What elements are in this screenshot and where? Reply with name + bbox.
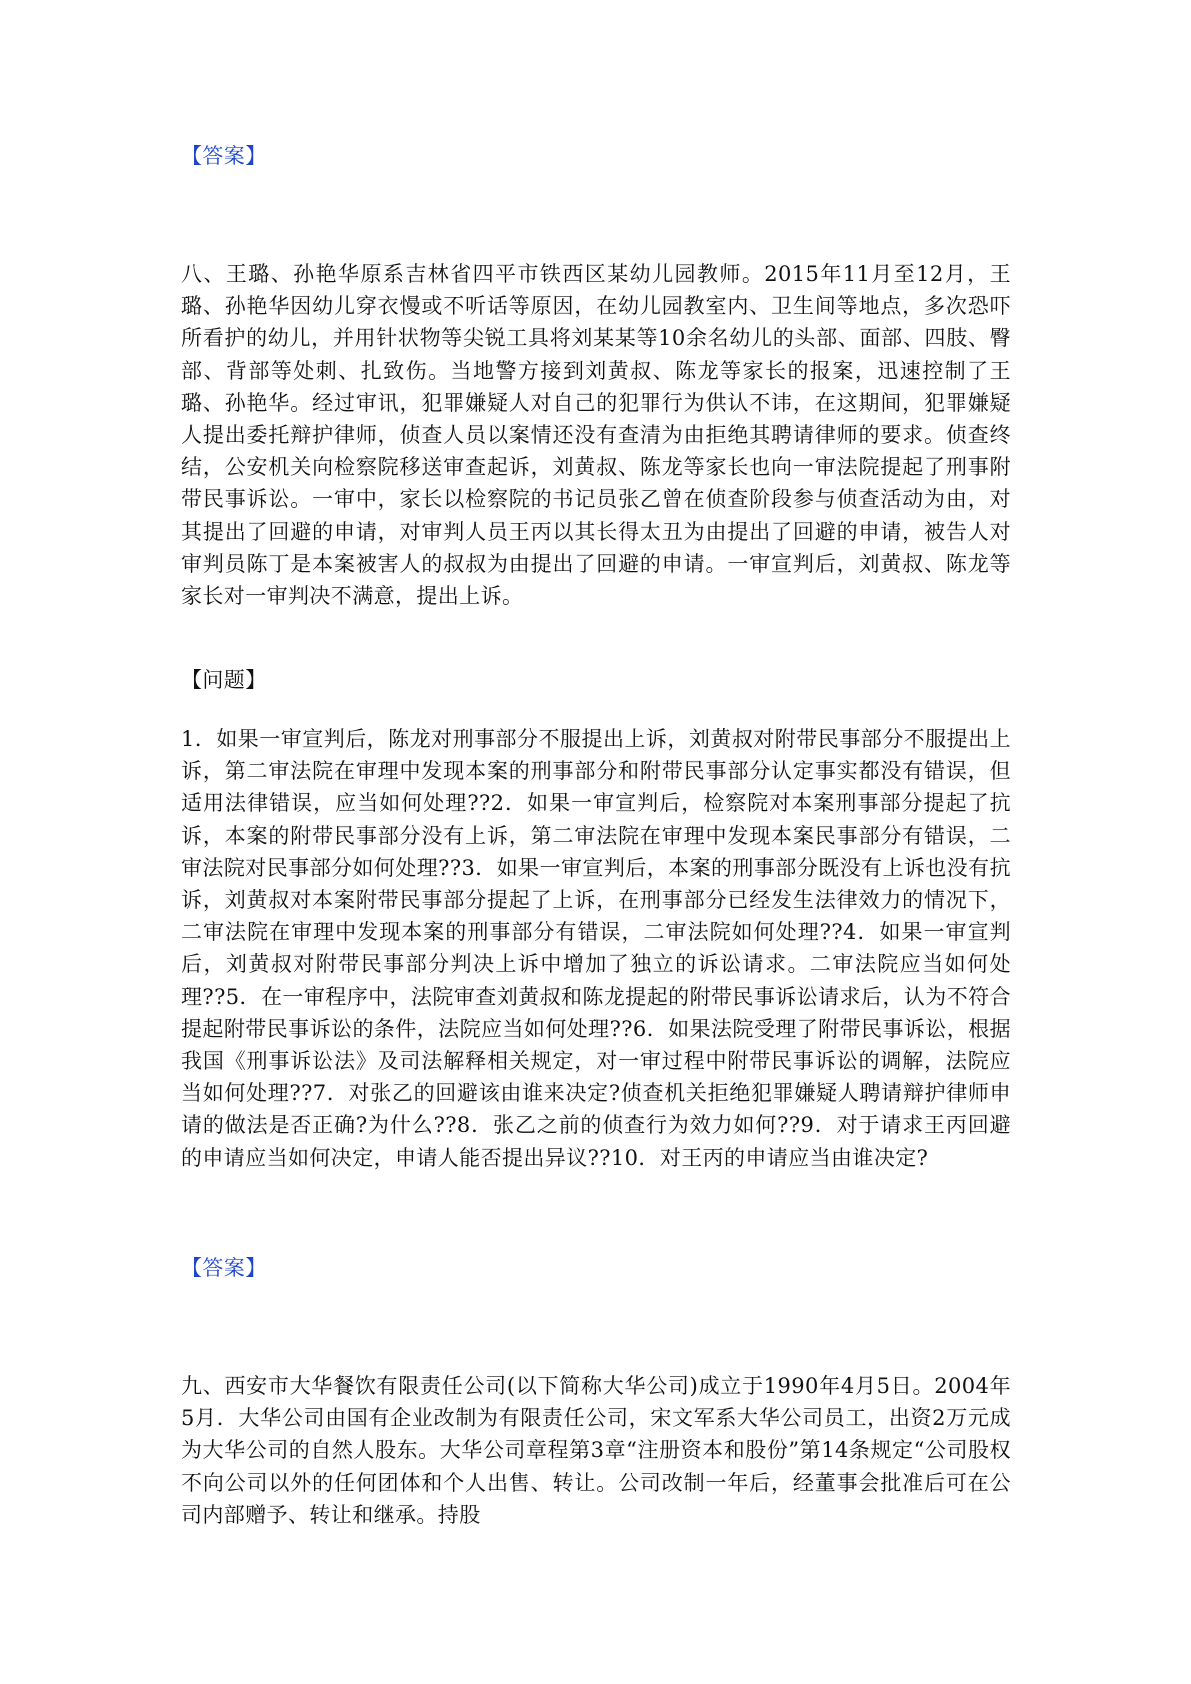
question-section bbox=[181, 664, 1011, 696]
case-8-paragraph: 八、王璐、孙艳华原系吉林省四平市铁西区某幼儿园教师。2015年11月至12月，王璐、孙艳华因幼儿穿衣慢或不听话等原因，在幼儿园教室内、卫生间等地点，多次恐吓所看护的幼儿，并用针状物等尖锐工具将刘某某等10余名幼儿的头部、面部、四肢、臀部、背部等处刺、扎致伤。当地警方接到刘黄叔、陈龙等家长的报案，迅速控制了王璐、孙艳华。经过审讯，犯罪嫌疑人对自己的犯罪行为供认不讳，在这期间，犯罪嫌疑人提出委托辩护律师，侦查人员以案情还没有查清为由拒绝其聘请律师的要求。侦查终结，公安机关向检察院移送审查起诉，刘黄叔、陈龙等家长也向一审法院提起了刑事附带民事诉讼。一审中，家长以检察院的书记员张乙曾在侦查阶段参与侦查活动为由，对其提出了回避的申请，对审判人员王丙以其长得太丑为由提出了回避的申请，被告人对审判员陈丁是本案被害人的叔叔为由提出了回避的申请。一审宣判后，刘黄叔、陈龙等家长对一审判决不满意，提出上诉。 bbox=[181, 262, 1011, 609]
question-label: 【问题】 bbox=[181, 668, 267, 692]
answer-label: 【答案】 bbox=[181, 1256, 267, 1280]
answer-label: 【答案】 bbox=[181, 144, 267, 168]
answer-section-2 bbox=[181, 1252, 1011, 1284]
answer-section-1 bbox=[181, 140, 1011, 172]
questions-paragraph: 1．如果一审宣判后，陈龙对刑事部分不服提出上诉，刘黄叔对附带民事部分不服提出上诉，第二审法院在审理中发现本案的刑事部分和附带民事部分认定事实都没有错误，但适用法律错误，应当如何处理??2．如果一审宣判后，检察院对本案刑事部分提起了抗诉，本案的附带民事部分没有上诉，第二审法院在审理中发现本案民事部分有错误，二审法院对民事部分如何处理??3．如果一审宣判后，本案的刑事部分既没有上诉也没有抗诉，刘黄叔对本案附带民事部分提起了上诉，在刑事部分已经发生法律效力的情况下，二审法院在审理中发现本案的刑事部分有错误，二审法院如何处理??4．如果一审宣判后，刘黄叔对附带民事部分判决上诉中增加了独立的诉讼请求。二审法院应当如何处理??5．在一审程序中，法院审查刘黄叔和陈龙提起的附带民事诉讼请求后，认为不符合提起附带民事诉讼的条件，法院应当如何处理??6．如果法院受理了附带民事诉讼，根据我国《刑事诉讼法》及司法解释相关规定，对一审过程中附带民事诉讼的调解，法院应当如何处理??7．对张乙的回避该由谁来决定?侦查机关拒绝犯罪嫌疑人聘请辩护律师申请的做法是否正确?为什么??8．张乙之前的侦查行为效力如何??9．对于请求王丙回避的申请应当如何决定，申请人能否提出异议??10．对王丙的申请应当由谁决定? bbox=[181, 727, 1011, 1170]
case-9-paragraph: 九、西安市大华餐饮有限责任公司(以下简称大华公司)成立于1990年4月5日。2004年5月．大华公司由国有企业改制为有限责任公司，宋文军系大华公司员工，出资2万元成为大华公司的自然人股东。大华公司章程第3章“注册资本和股份”第14条规定“公司股权不向公司以外的任何团体和个人出售、转让。公司改制一年后，经董事会批准后可在公司内部赠予、转让和继承。持股 bbox=[181, 1374, 1011, 1527]
